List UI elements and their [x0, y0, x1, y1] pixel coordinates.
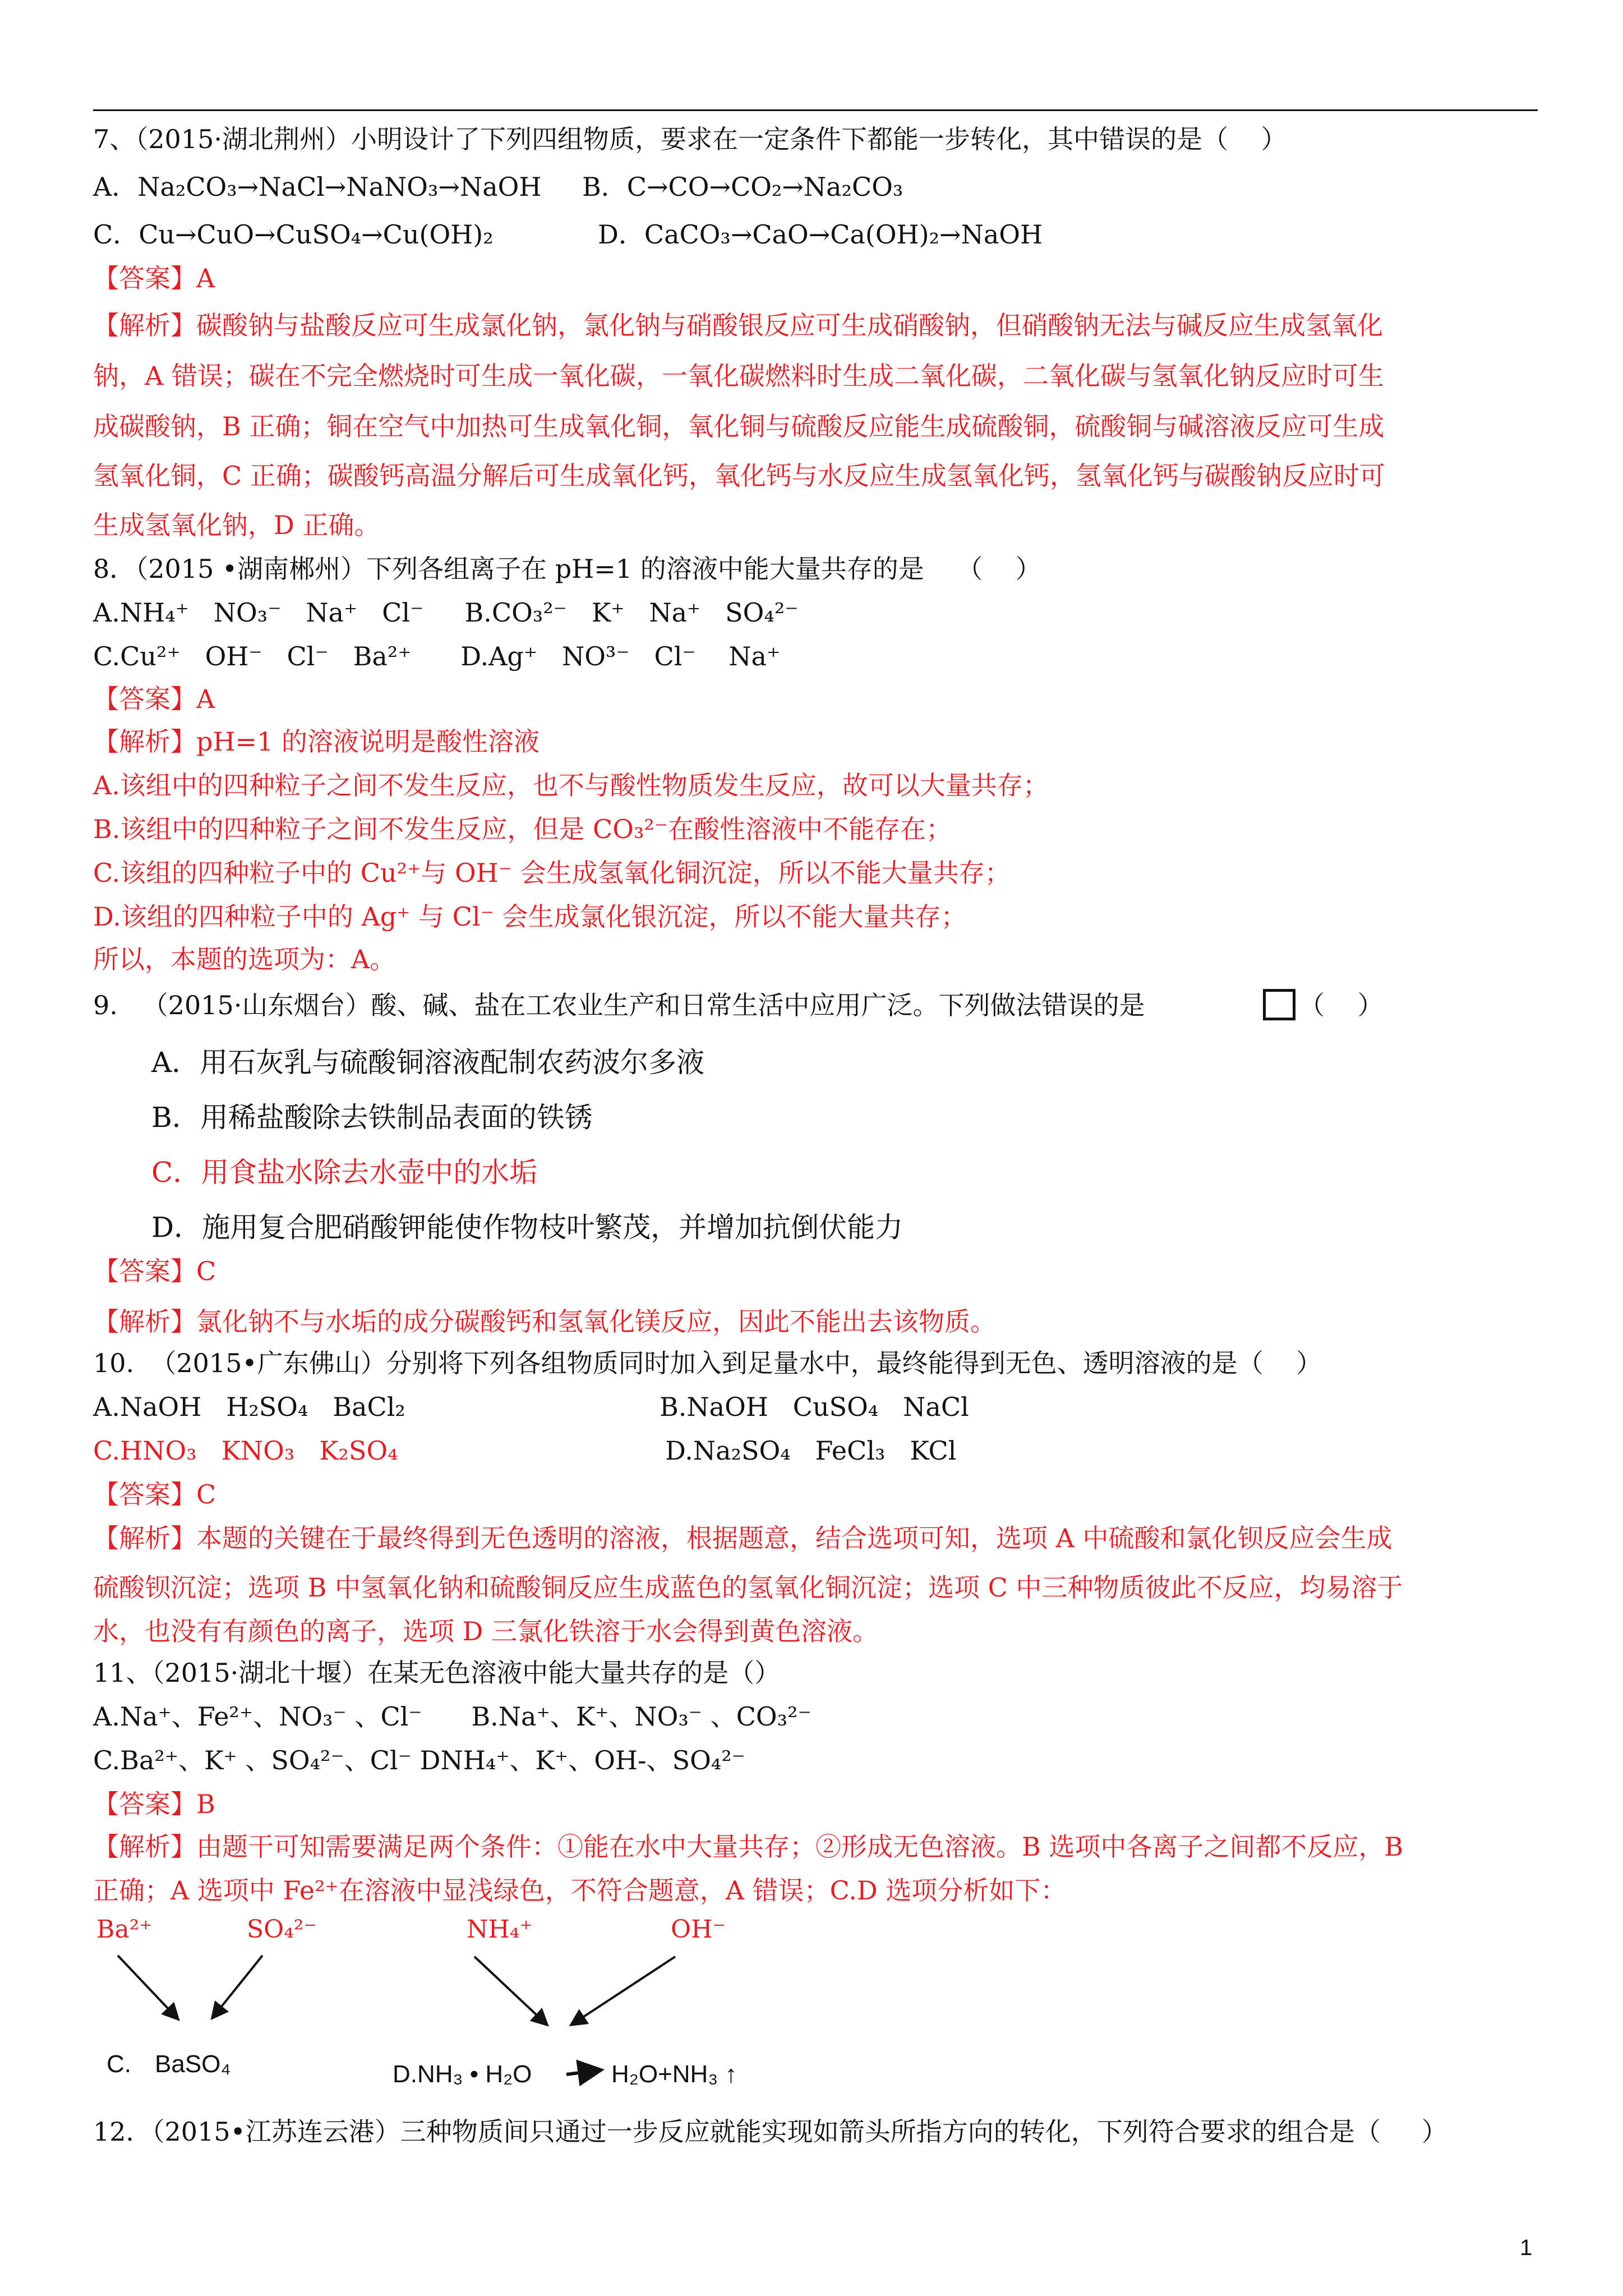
q10-option-a: A.NaOH H₂SO₄ BaCl₂	[93, 1392, 405, 1422]
q9-paren: （ ）	[1299, 990, 1384, 1020]
q10-explanation-2: 硫酸钡沉淀；选项 B 中氢氧化钠和硫酸铜反应生成蓝色的氢氧化铜沉淀；选项 C 中三种物质彼此不反应，均易溶于	[93, 1572, 1403, 1603]
product-h2o-nh3: H₂O+NH₃ ↑	[611, 2060, 737, 2088]
q7-option-b: B．C→CO→CO₂→Na₂CO₃	[582, 172, 903, 202]
q8-explanation-5: D.该组的四种粒子中的 Ag⁺ 与 Cl⁻ 会生成氯化银沉淀，所以不能大量共存；	[93, 901, 967, 932]
q9-option-d: D．施用复合肥硝酸钾能使作物枝叶繁茂，并增加抗倒伏能力	[151, 1211, 903, 1244]
q9-explanation: 【解析】氯化钠不与水垢的成分碳酸钙和氢氧化镁反应，因此不能出去该物质。	[93, 1306, 996, 1337]
q9-option-c: C．用食盐水除去水壶中的水垢	[151, 1156, 538, 1189]
ion-so4: SO₄²⁻	[247, 1915, 317, 1944]
q9-option-a: A．用石灰乳与硫酸铜溶液配制农药波尔多液	[151, 1046, 705, 1079]
q10-explanation-3: 水，也没有有颜色的离子，选项 D 三氯化铁溶于水会得到黄色溶液。	[93, 1616, 879, 1646]
q11-options-ab: A.Na⁺、Fe²⁺、NO₃⁻ 、Cl⁻ B.Na⁺、K⁺、NO₃⁻ 、CO₃²⁻	[93, 1701, 811, 1732]
q11-answer: 【答案】B	[93, 1789, 215, 1819]
q8-answer: 【答案】A	[93, 684, 215, 714]
q7-option-c: C．Cu→CuO→CuSO₄→Cu(OH)₂	[93, 219, 494, 250]
q7-option-a: A．Na₂CO₃→NaCl→NaNO₃→NaOH	[93, 172, 542, 202]
q10-option-d: D.Na₂SO₄ FeCl₃ KCl	[665, 1435, 957, 1466]
q7-option-d: D．CaCO₃→CaO→Ca(OH)₂→NaOH	[598, 219, 1043, 250]
q8-explanation-4: C.该组的四种粒子中的 Cu²⁺与 OH⁻ 会生成氢氧化铜沉淀，所以不能大量共存；	[93, 858, 1011, 888]
ion-nh4: NH₄⁺	[467, 1915, 533, 1944]
q11-explanation-2: 正确；A 选项中 Fe²⁺在溶液中显浅绿色，不符合题意，A 错误；C.D 选项分析如下：	[93, 1875, 1067, 1906]
q7-explanation-1: 【解析】碳酸钠与盐酸反应可生成氯化钠，氯化钠与硝酸银反应可生成硝酸钠，但硝酸钠无法与碱反应生成氢氧化	[93, 310, 1383, 341]
arrow-oh-to-product	[571, 1957, 675, 2025]
ion-oh: OH⁻	[671, 1915, 726, 1944]
arrow-decomposition	[566, 2070, 601, 2074]
q11-stem: 11、（2015·湖北十堰）在某无色溶液中能大量共存的是（）	[93, 1658, 781, 1688]
q8-stem: 8．（2015 •湖南郴州）下列各组离子在 pH=1 的溶液中能大量共存的是 （ ）	[93, 554, 1041, 584]
q8-explanation-1: 【解析】pH=1 的溶液说明是酸性溶液	[93, 726, 540, 757]
q10-option-c: C.HNO₃ KNO₃ K₂SO₄	[93, 1435, 398, 1466]
q10-stem: 10. （2015•广东佛山）分别将下列各组物质同时加入到足量水中，最终能得到无色、透明溶液的是（ ）	[93, 1348, 1322, 1378]
product-baso4: BaSO₄	[155, 2050, 231, 2078]
q8-explanation-2: A.该组中的四种粒子之间不发生反应，也不与酸性物质发生反应，故可以大量共存；	[93, 770, 1049, 800]
q7-explanation-3: 成碳酸钠，B 正确；铜在空气中加热可生成氧化铜，氧化铜与硫酸反应能生成硫酸铜，硫酸铜与碱溶液反应可生成	[93, 411, 1385, 441]
q10-option-b: B.NaOH CuSO₄ NaCl	[660, 1392, 969, 1422]
q9-option-b: B．用稀盐酸除去铁制品表面的铁锈	[151, 1101, 593, 1134]
q7-answer: 【答案】A	[93, 263, 215, 293]
q7-explanation-2: 钠，A 错误；碳在不完全燃烧时可生成一氧化碳，一氧化碳燃料时生成二氧化碳，二氧化碳与氢氧化钠反应时可生	[93, 361, 1384, 391]
q10-explanation-1: 【解析】本题的关键在于最终得到无色透明的溶液，根据题意，结合选项可知，选项 A 中硫酸和氯化钡反应会生成	[93, 1523, 1393, 1553]
q10-answer: 【答案】C	[93, 1479, 216, 1510]
q7-stem: 7、（2015·湖北荆州）小明设计了下列四组物质，要求在一定条件下都能一步转化，其中错误的是（ ）	[93, 124, 1287, 154]
q11-options-cd: C.Ba²⁺、K⁺ 、SO₄²⁻、Cl⁻ DNH₄⁺、K⁺、OH-、SO₄²⁻	[93, 1745, 745, 1775]
q7-explanation-5: 生成氢氧化钠，D 正确。	[93, 510, 380, 540]
page-number: 1	[1520, 2235, 1533, 2260]
label-c: C.	[107, 2050, 131, 2078]
q9-stem: 9. （2015·山东烟台）酸、碱、盐在工农业生产和日常生活中应用广泛。下列做法错误的是	[93, 990, 1145, 1020]
q11-explanation-1: 【解析】由题干可知需要满足两个条件：①能在水中大量共存；②形成无色溶液。B 选项中各离子之间都不反应，B	[93, 1832, 1404, 1862]
product-nh3-h2o: D.NH₃ • H₂O	[393, 2060, 532, 2088]
q7-explanation-4: 氢氧化铜，C 正确；碳酸钙高温分解后可生成氧化钙，氧化钙与水反应生成氢氧化钙，氢氧化钙与碳酸钠反应时可	[93, 461, 1385, 491]
q8-options-ab: A.NH₄⁺ NO₃⁻ Na⁺ Cl⁻ B.CO₃²⁻ K⁺ Na⁺ SO₄²⁻	[93, 597, 799, 628]
q12-stem: 12．（2015•江苏连云港）三种物质间只通过一步反应就能实现如箭头所指方向的转化，下列符合要求的组合是（ ）	[93, 2116, 1447, 2147]
ion-ba: Ba²⁺	[96, 1915, 153, 1944]
arrow-ba-to-baso4	[118, 1955, 178, 2019]
q8-explanation-6: 所以，本题的选项为：A。	[93, 944, 396, 974]
arrow-nh4-to-product	[474, 1957, 547, 2025]
q8-options-cd: C.Cu²⁺ OH⁻ Cl⁻ Ba²⁺ D.Ag⁺ NO³⁻ Cl⁻ Na⁺	[93, 641, 781, 671]
arrow-so4-to-baso4	[212, 1955, 262, 2018]
q8-explanation-3: B.该组中的四种粒子之间不发生反应，但是 CO₃²⁻在酸性溶液中不能存在；	[93, 814, 952, 844]
q9-answer: 【答案】C	[93, 1256, 216, 1286]
